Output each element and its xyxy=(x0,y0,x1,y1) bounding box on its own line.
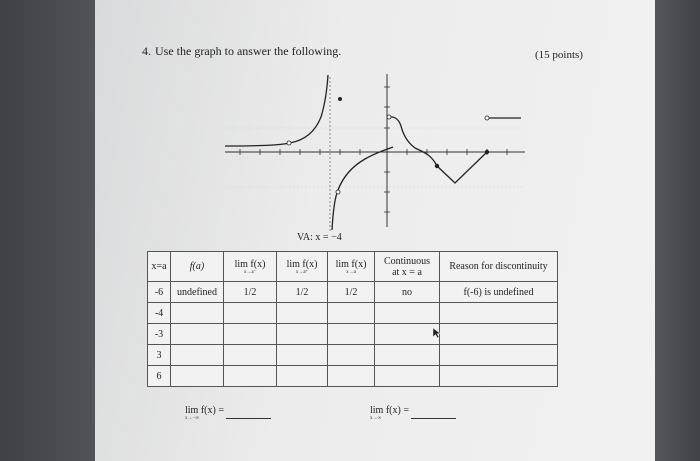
cell-x: 3 xyxy=(148,345,171,366)
header-lim xyxy=(328,252,375,282)
cell-lim-right[interactable]: 1/2 xyxy=(277,282,328,303)
question-text: Use the graph to answer the following. xyxy=(155,44,342,58)
function-graph xyxy=(225,72,535,232)
table-header-row xyxy=(148,252,558,282)
header-lim-text: lim f(x) xyxy=(335,258,367,270)
limit-neg-infinity xyxy=(185,405,271,422)
open-point-right xyxy=(387,115,391,119)
table-row xyxy=(148,345,558,366)
curve-right-branch xyxy=(389,117,437,166)
header-lim-right xyxy=(277,252,328,282)
cell-reason[interactable]: f(-6) is undefined xyxy=(440,282,558,303)
table-row xyxy=(148,366,558,387)
cell-reason[interactable] xyxy=(440,324,558,345)
limit-pos-infinity-text: lim f(x) = xyxy=(370,405,409,416)
cell-lim-right[interactable] xyxy=(277,366,328,387)
cell-lim-left[interactable] xyxy=(224,303,277,324)
header-lim-left-text: lim f(x) xyxy=(234,258,266,270)
header-lim-right-text: lim f(x) xyxy=(286,258,318,270)
header-x: x=a xyxy=(148,252,171,282)
cell-x: -4 xyxy=(148,303,171,324)
mouse-cursor-icon xyxy=(432,327,442,339)
header-lim-sub: x→a xyxy=(346,269,356,275)
cell-lim-right[interactable] xyxy=(277,324,328,345)
cell-continuous[interactable] xyxy=(375,303,440,324)
header-continuous-line1: Continuous xyxy=(383,255,431,267)
cell-fa[interactable] xyxy=(171,303,224,324)
cell-reason[interactable] xyxy=(440,366,558,387)
header-lim-right-sub: x→a⁺ xyxy=(295,269,309,275)
curve-left-branch xyxy=(225,75,328,146)
closed-point-right xyxy=(435,164,439,168)
curve-v-shape xyxy=(437,152,487,183)
table-row xyxy=(148,282,558,303)
cell-fa[interactable] xyxy=(171,345,224,366)
limit-neg-infinity-sub: x→−∞ xyxy=(185,416,199,421)
worksheet-paper xyxy=(95,0,655,461)
header-lim-left-sub: x→a⁻ xyxy=(243,269,257,275)
cell-reason[interactable] xyxy=(440,345,558,366)
answer-blank-pos-infinity[interactable] xyxy=(411,410,456,419)
open-point-left xyxy=(287,141,291,145)
limit-neg-infinity-expr xyxy=(185,405,224,421)
cell-x: -3 xyxy=(148,324,171,345)
graph-grid xyxy=(225,128,525,187)
table-row xyxy=(148,324,558,345)
question-number: 4. xyxy=(142,44,151,58)
closed-point-top xyxy=(338,97,342,101)
cell-lim-right[interactable] xyxy=(277,345,328,366)
cell-continuous[interactable]: no xyxy=(375,282,440,303)
limit-pos-infinity-expr xyxy=(370,405,409,421)
cell-lim-left[interactable]: 1/2 xyxy=(224,282,277,303)
cell-lim[interactable] xyxy=(328,345,375,366)
cell-continuous[interactable] xyxy=(375,324,440,345)
table-row xyxy=(148,303,558,324)
cell-x: 6 xyxy=(148,366,171,387)
header-reason: Reason for discontinuity xyxy=(440,252,558,282)
cell-lim[interactable] xyxy=(328,303,375,324)
cell-lim-left[interactable] xyxy=(224,366,277,387)
open-point-upper xyxy=(485,116,489,120)
cell-lim-left[interactable] xyxy=(224,324,277,345)
cell-fa[interactable]: undefined xyxy=(171,282,224,303)
closed-point-v-end xyxy=(485,150,489,154)
curve-middle-branch xyxy=(332,147,393,230)
limits-table xyxy=(147,251,558,387)
answer-blank-neg-infinity[interactable] xyxy=(226,410,271,419)
limit-pos-infinity-sub: x→∞ xyxy=(370,416,382,421)
cell-fa[interactable] xyxy=(171,324,224,345)
open-point-middle xyxy=(336,190,340,194)
cell-lim[interactable] xyxy=(328,366,375,387)
cell-fa[interactable] xyxy=(171,366,224,387)
cell-reason[interactable] xyxy=(440,303,558,324)
vertical-asymptote-label: VA: x = −4 xyxy=(297,232,342,243)
cell-lim[interactable] xyxy=(328,324,375,345)
cell-lim[interactable]: 1/2 xyxy=(328,282,375,303)
cell-continuous[interactable] xyxy=(375,345,440,366)
header-lim-left xyxy=(224,252,277,282)
limit-pos-infinity xyxy=(370,405,456,422)
question-points: (15 points) xyxy=(535,49,583,61)
cell-lim-right[interactable] xyxy=(277,303,328,324)
header-fa: f(a) xyxy=(171,252,224,282)
limit-neg-infinity-text: lim f(x) = xyxy=(185,405,224,416)
cell-x: -6 xyxy=(148,282,171,303)
cell-lim-left[interactable] xyxy=(224,345,277,366)
header-continuous-line2: at x = a xyxy=(392,266,422,278)
cell-continuous[interactable] xyxy=(375,366,440,387)
header-continuous xyxy=(375,252,440,282)
